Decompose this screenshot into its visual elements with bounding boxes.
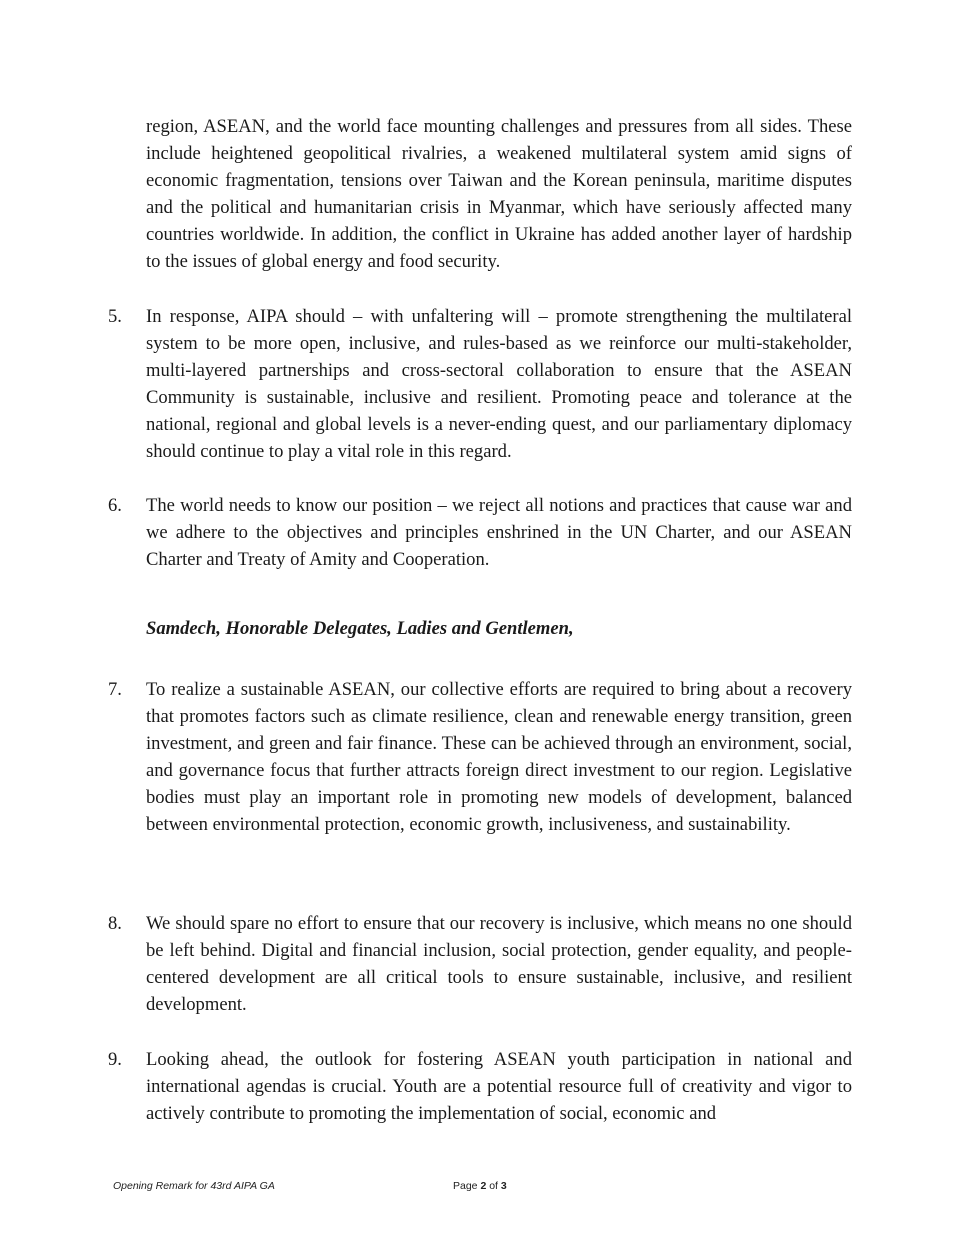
footer-page-total: 3 <box>500 1180 507 1192</box>
paragraph-number-6: 6. <box>108 495 122 516</box>
paragraph-number-5: 5. <box>108 306 122 327</box>
paragraph-number-7: 7. <box>108 679 122 700</box>
paragraph-9: Looking ahead, the outlook for fostering ASEAN youth participation in national and international agendas is crucial. Youth are a potential resource full of creativity and vigor to actively contribute to promoting the implementation of social, economic and <box>146 1049 852 1124</box>
paragraph-6: The world needs to know our position – we reject all notions and practices that cause war and we adhere to the objectives and principles enshrined in the UN Charter, and our ASEAN Charter and Treaty of Amity and Cooperation. <box>146 495 852 570</box>
footer-page-word: Page <box>453 1180 478 1192</box>
footer-page-current: 2 <box>480 1180 487 1192</box>
footer-page-number <box>453 1180 507 1192</box>
paragraph-number-8: 8. <box>108 913 122 934</box>
paragraph-number-9: 9. <box>108 1049 122 1070</box>
footer-page-of: of <box>489 1180 498 1192</box>
paragraph-8: We should spare no effort to ensure that our recovery is inclusive, which means no one should be left behind. Digital and financial inclusion, social protection, gender equality, and people-centered development are all critical tools to ensure sustainable, inclusive, and resilient development. <box>146 913 852 1015</box>
footer-document-title: Opening Remark for 43rd AIPA GA <box>113 1180 275 1192</box>
salutation-heading: Samdech, Honorable Delegates, Ladies and Gentlemen, <box>146 618 574 639</box>
paragraph-5: In response, AIPA should – with unfaltering will – promote strengthening the multilateral system to be more open, inclusive, and rules-based as we reinforce our multi-stakeholder, multi-layered partnerships and cross-sectoral collaboration to ensure that the ASEAN Community is sustainable, inclusive and resilient. Promoting peace and tolerance at the national, regional and global levels is a never-ending quest, and our parliamentary diplomacy should continue to play a vital role in this regard. <box>146 306 852 462</box>
paragraph-continuation: region, ASEAN, and the world face mounting challenges and pressures from all sides. These include heightened geopolitical rivalries, a weakened multilateral system amid signs of economic fragmentation, tensions over Taiwan and the Korean peninsula, maritime disputes and the political and humanitarian crisis in Myanmar, which have seriously affected many countries worldwide. In addition, the conflict in Ukraine has added another layer of hardship to the issues of global energy and food security. <box>146 116 852 272</box>
paragraph-7: To realize a sustainable ASEAN, our collective efforts are required to bring about a recovery that promotes factors such as climate resilience, clean and renewable energy transition, green investment, and green and fair finance. These can be achieved through an environment, social, and governance focus that further attracts foreign direct investment to our region. Legislative bodies must play an important role in promoting new models of development, balanced between environmental protection, economic growth, inclusiveness, and sustainability. <box>146 679 852 835</box>
